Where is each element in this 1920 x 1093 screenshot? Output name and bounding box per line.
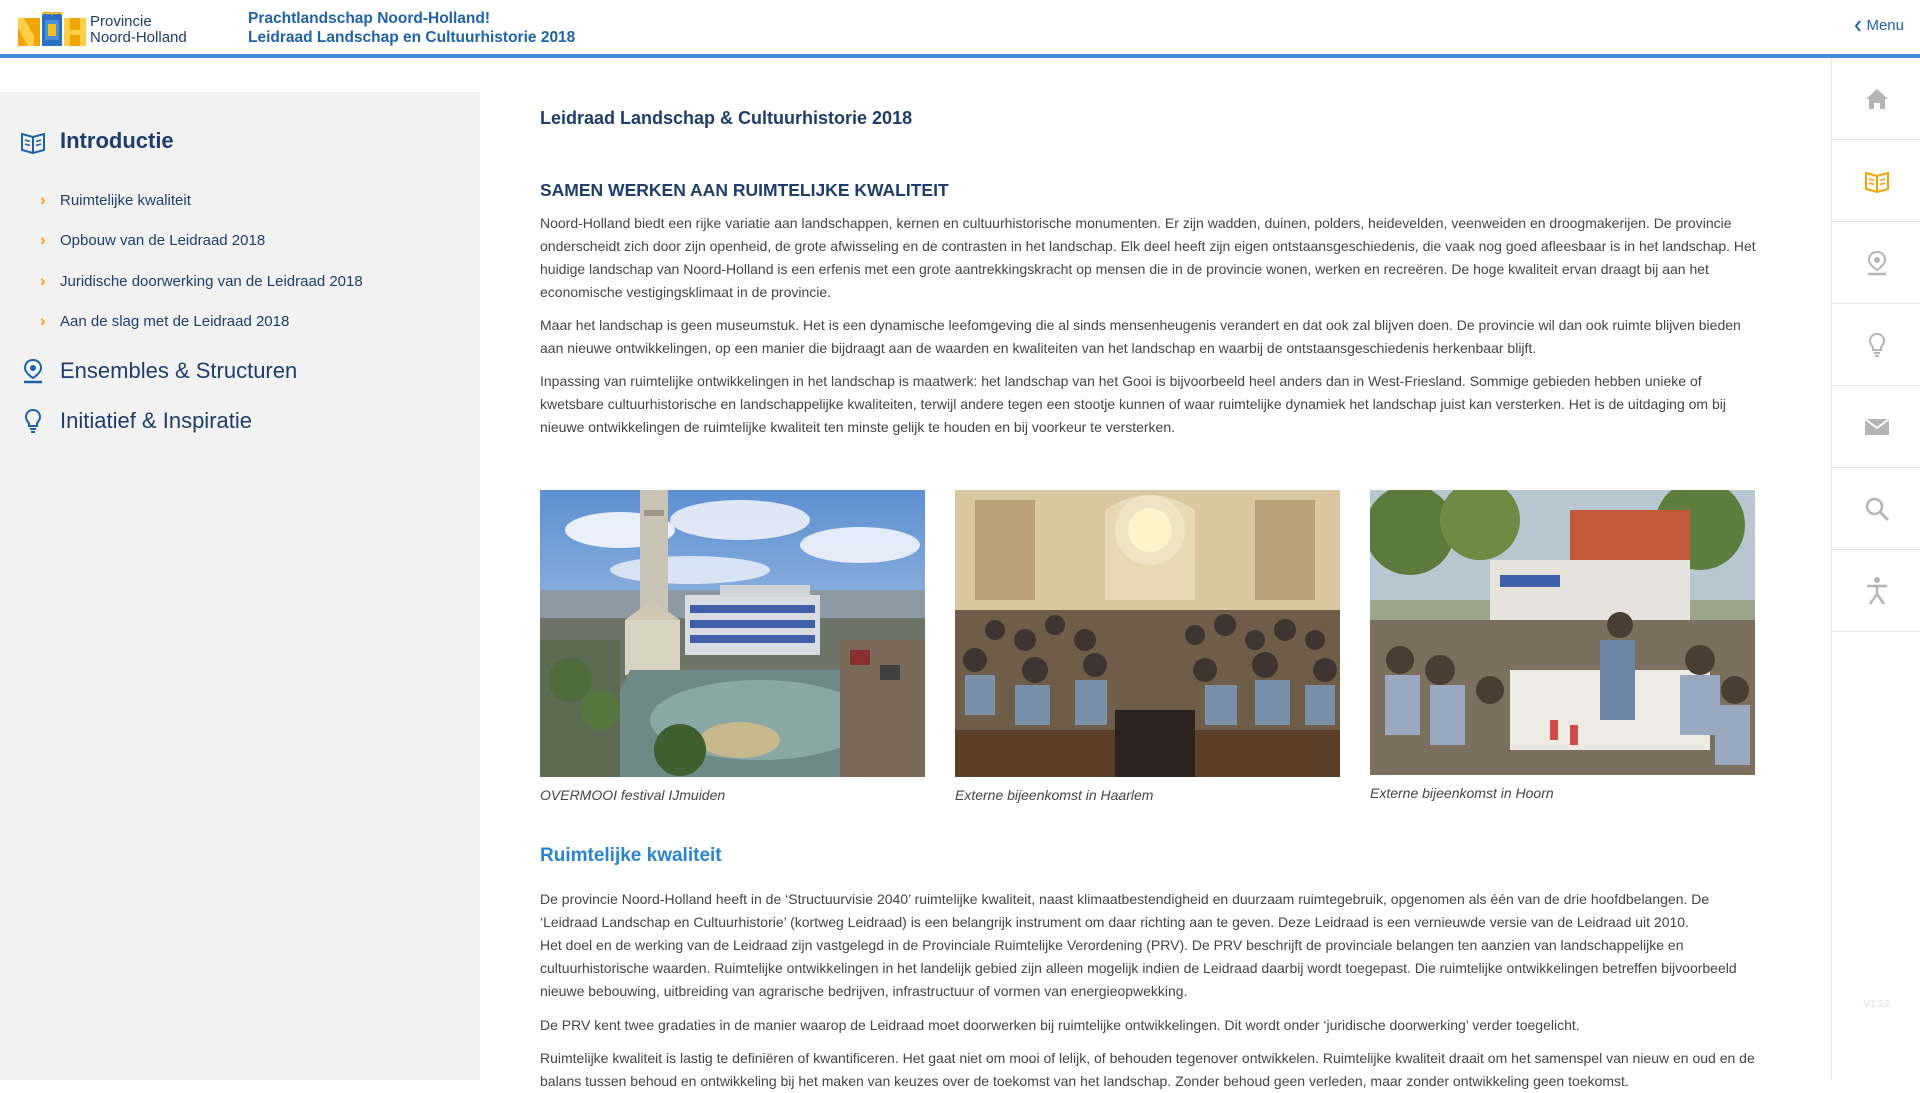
book-icon (1863, 168, 1891, 194)
search-icon (1864, 496, 1890, 522)
sidebar-item-introductie[interactable] (20, 128, 174, 154)
inspiratie-button[interactable] (1832, 304, 1920, 386)
chevron-right-icon: › (40, 271, 46, 290)
page-heading: Leidraad Landschap & Cultuurhistorie 2018 (540, 108, 913, 128)
photo-hoorn-image (1370, 490, 1755, 775)
introductie-button[interactable] (1832, 140, 1920, 222)
logo[interactable] (18, 10, 208, 50)
lightbulb-icon (20, 408, 46, 434)
accessibility-button[interactable] (1832, 550, 1920, 632)
photo-haarlem-image (955, 490, 1340, 777)
sidebar-subitem-label: Aan de slag met de Leidraad 2018 (60, 312, 290, 330)
section-title: SAMEN WERKEN AAN RUIMTELIJKE KWALITEIT (540, 180, 949, 200)
logo-line2: Noord-Holland (90, 29, 187, 46)
contact-button[interactable] (1832, 386, 1920, 468)
chevron-right-icon: › (40, 230, 46, 249)
intro-paragraph-3: Inpassing van ruimtelijke ontwikkelingen in het landschap is maatwerk: het landschap van het Gooi is bijvoorbeeld heel anders dan in West-Friesland. Sommige gebieden hebben unieke of kwetsbare cultuurhistorische en landschappelijke kwaliteiten, terwijl andere tegen een stootje kunnen of waar ruimtelijke dynamiek het landschap juist kan versterken. Het is de uitdaging om bij nieuwe ontwikkelingen de ruimtelijke kwaliteit ten minste gelijk te houden en bij voorkeur te versterken. (540, 373, 1726, 435)
photo-hoorn (1370, 490, 1755, 801)
intro-paragraph-2: Maar het landschap is geen museumstuk. Het is een dynamische leefomgeving die al sinds mensenheugenis verandert en dat ook zal blijven doen. De provincie wil dan ook ruimte blijven bieden aan nieuwe ontwikkelingen, op een manier die bijdraagt aan de waarden en kwaliteiten van het landschap en waarbij de ontstaansgeschiedenis herkenbaar blijft. (540, 317, 1741, 356)
map-pin-icon (20, 358, 46, 384)
site-title[interactable] (248, 9, 575, 47)
sidebar-item-label: Initiatief & Inspiratie (60, 408, 252, 433)
site-title-line1: Prachtlandschap Noord-Holland! (248, 10, 490, 27)
intro-paragraph-1: Noord-Holland biedt een rijke variatie aan landschappen, kernen en cultuurhistorische monumenten. Er zijn wadden, duinen, polders, heidevelden, veenweiden en droogmakerijen. De provincie onderscheidt zich door zijn openheid, de grote afwisseling en de contrasten in het landschap. Elk deel heeft zijn eigen ontstaansgeschiedenis, die vaak nog goed afleesbaar is in het landschap. Het huidige landschap van Noord-Holland is een erfenis met een grote aantrekkingskracht op mensen die in de provincie wonen, werken en recreëren. De hoge kwaliteit ervan draagt bij aan het economische vestigingsklimaat in de provincie. (540, 215, 1756, 300)
sidebar-subitem-ruimtelijke-kwaliteit[interactable] (40, 190, 191, 210)
logo-text (90, 14, 187, 46)
body-paragraph-2: Het doel en de werking van de Leidraad zijn vastgelegd in de Provinciale Ruimtelijke Verordening (PRV). De PRV beschrijft de provinciale belangen ten aanzien van landschappelijke en cultuurhistorische waarden. Ruimtelijke ontwikkelingen in het landelijk gebied zijn alleen mogelijk indien de Leidraad daarbij wordt toegepast. Die ruimtelijke ontwikkelingen betreffen bijvoorbeeld nieuwe bebouwing, uitbreiding van agrarische bedrijven, infrastructuur of vormen van energieopwekking. (540, 937, 1737, 999)
body-paragraph-3: De PRV kent twee gradaties in de manier waarop de Leidraad moet doorwerken bij ruimtelijke ontwikkelingen. Dit wordt onder ‘juridische doorwerking’ verder toegelicht. (540, 1017, 1580, 1033)
chevron-right-icon: › (40, 190, 46, 209)
ensembles-button[interactable] (1832, 222, 1920, 304)
menu-label: Menu (1866, 17, 1904, 34)
body-paragraph-4: Ruimtelijke kwaliteit is lastig te definiëren of kwantificeren. Het gaat niet om mooi of lelijk, of behouden tegenover ontwikkelen. Ruimtelijke kwaliteit draait om het samenspel van nieuw en oud en de balans tussen behoud en ontwikkeling bij het maken van keuzes over de toekomst van het landschap. Zonder behoud geen verleden, maar zonder ontwikkeling geen toekomst. (540, 1050, 1755, 1089)
photo-overmooi-image (540, 490, 925, 777)
home-icon (1863, 86, 1891, 112)
right-toolbar (1831, 58, 1920, 1080)
menu-button[interactable] (1854, 17, 1904, 34)
body-paragraph-1: De provincie Noord-Holland heeft in de ‘Structuurvisie 2040’ ruimtelijke kwaliteit, naast klimaatbestendigheid en duurzaam ruimtegebruik, opgenomen als één van de drie hoofdbelangen. De ‘Leidraad Landschap en Cultuurhistorie’ (kortweg Leidraad) is een belangrijk instrument om daar richting aan te geven. Deze Leidraad is een vernieuwde versie van de Leidraad uit 2010. (540, 891, 1710, 930)
sidebar-subitem-label: Opbouw van de Leidraad 2018 (60, 231, 266, 249)
mail-icon (1863, 416, 1891, 438)
sidebar-subitem-label: Ruimtelijke kwaliteit (60, 191, 191, 209)
province-logo-mark (18, 12, 86, 48)
photo-caption: Externe bijeenkomst in Haarlem (955, 787, 1154, 803)
photo-haarlem (955, 490, 1340, 803)
logo-line1: Provincie (90, 13, 152, 30)
version-label: V1.22 (1863, 999, 1890, 1010)
sidebar-subitem-label: Juridische doorwerking van de Leidraad 2018 (60, 272, 363, 290)
sidebar-item-label: Introductie (60, 128, 174, 153)
search-button[interactable] (1832, 468, 1920, 550)
header (0, 0, 1920, 58)
photo-caption: OVERMOOI festival IJmuiden (540, 787, 726, 803)
sidebar (0, 92, 480, 1080)
chevron-left-icon (1854, 20, 1862, 32)
sidebar-item-label: Ensembles & Structuren (60, 358, 298, 383)
sidebar-subitem-juridische-doorwerking[interactable] (40, 271, 363, 291)
map-pin-icon (1864, 250, 1890, 276)
book-icon (20, 128, 46, 154)
photo-caption: Externe bijeenkomst in Hoorn (1370, 785, 1554, 801)
photo-overmooi-festival (540, 490, 925, 803)
sidebar-item-initiatief-inspiratie[interactable] (20, 408, 252, 434)
lightbulb-icon (1864, 332, 1890, 358)
sidebar-subitem-opbouw[interactable] (40, 230, 265, 250)
accessibility-icon (1864, 576, 1890, 606)
sidebar-item-ensembles-structuren[interactable] (20, 358, 297, 384)
sub-heading-ruimtelijke-kwaliteit: Ruimtelijke kwaliteit (540, 845, 722, 866)
sidebar-subitem-aan-de-slag[interactable] (40, 311, 289, 331)
home-button[interactable] (1832, 58, 1920, 140)
site-title-line2: Leidraad Landschap en Cultuurhistorie 2018 (248, 29, 576, 46)
chevron-right-icon: › (40, 311, 46, 330)
